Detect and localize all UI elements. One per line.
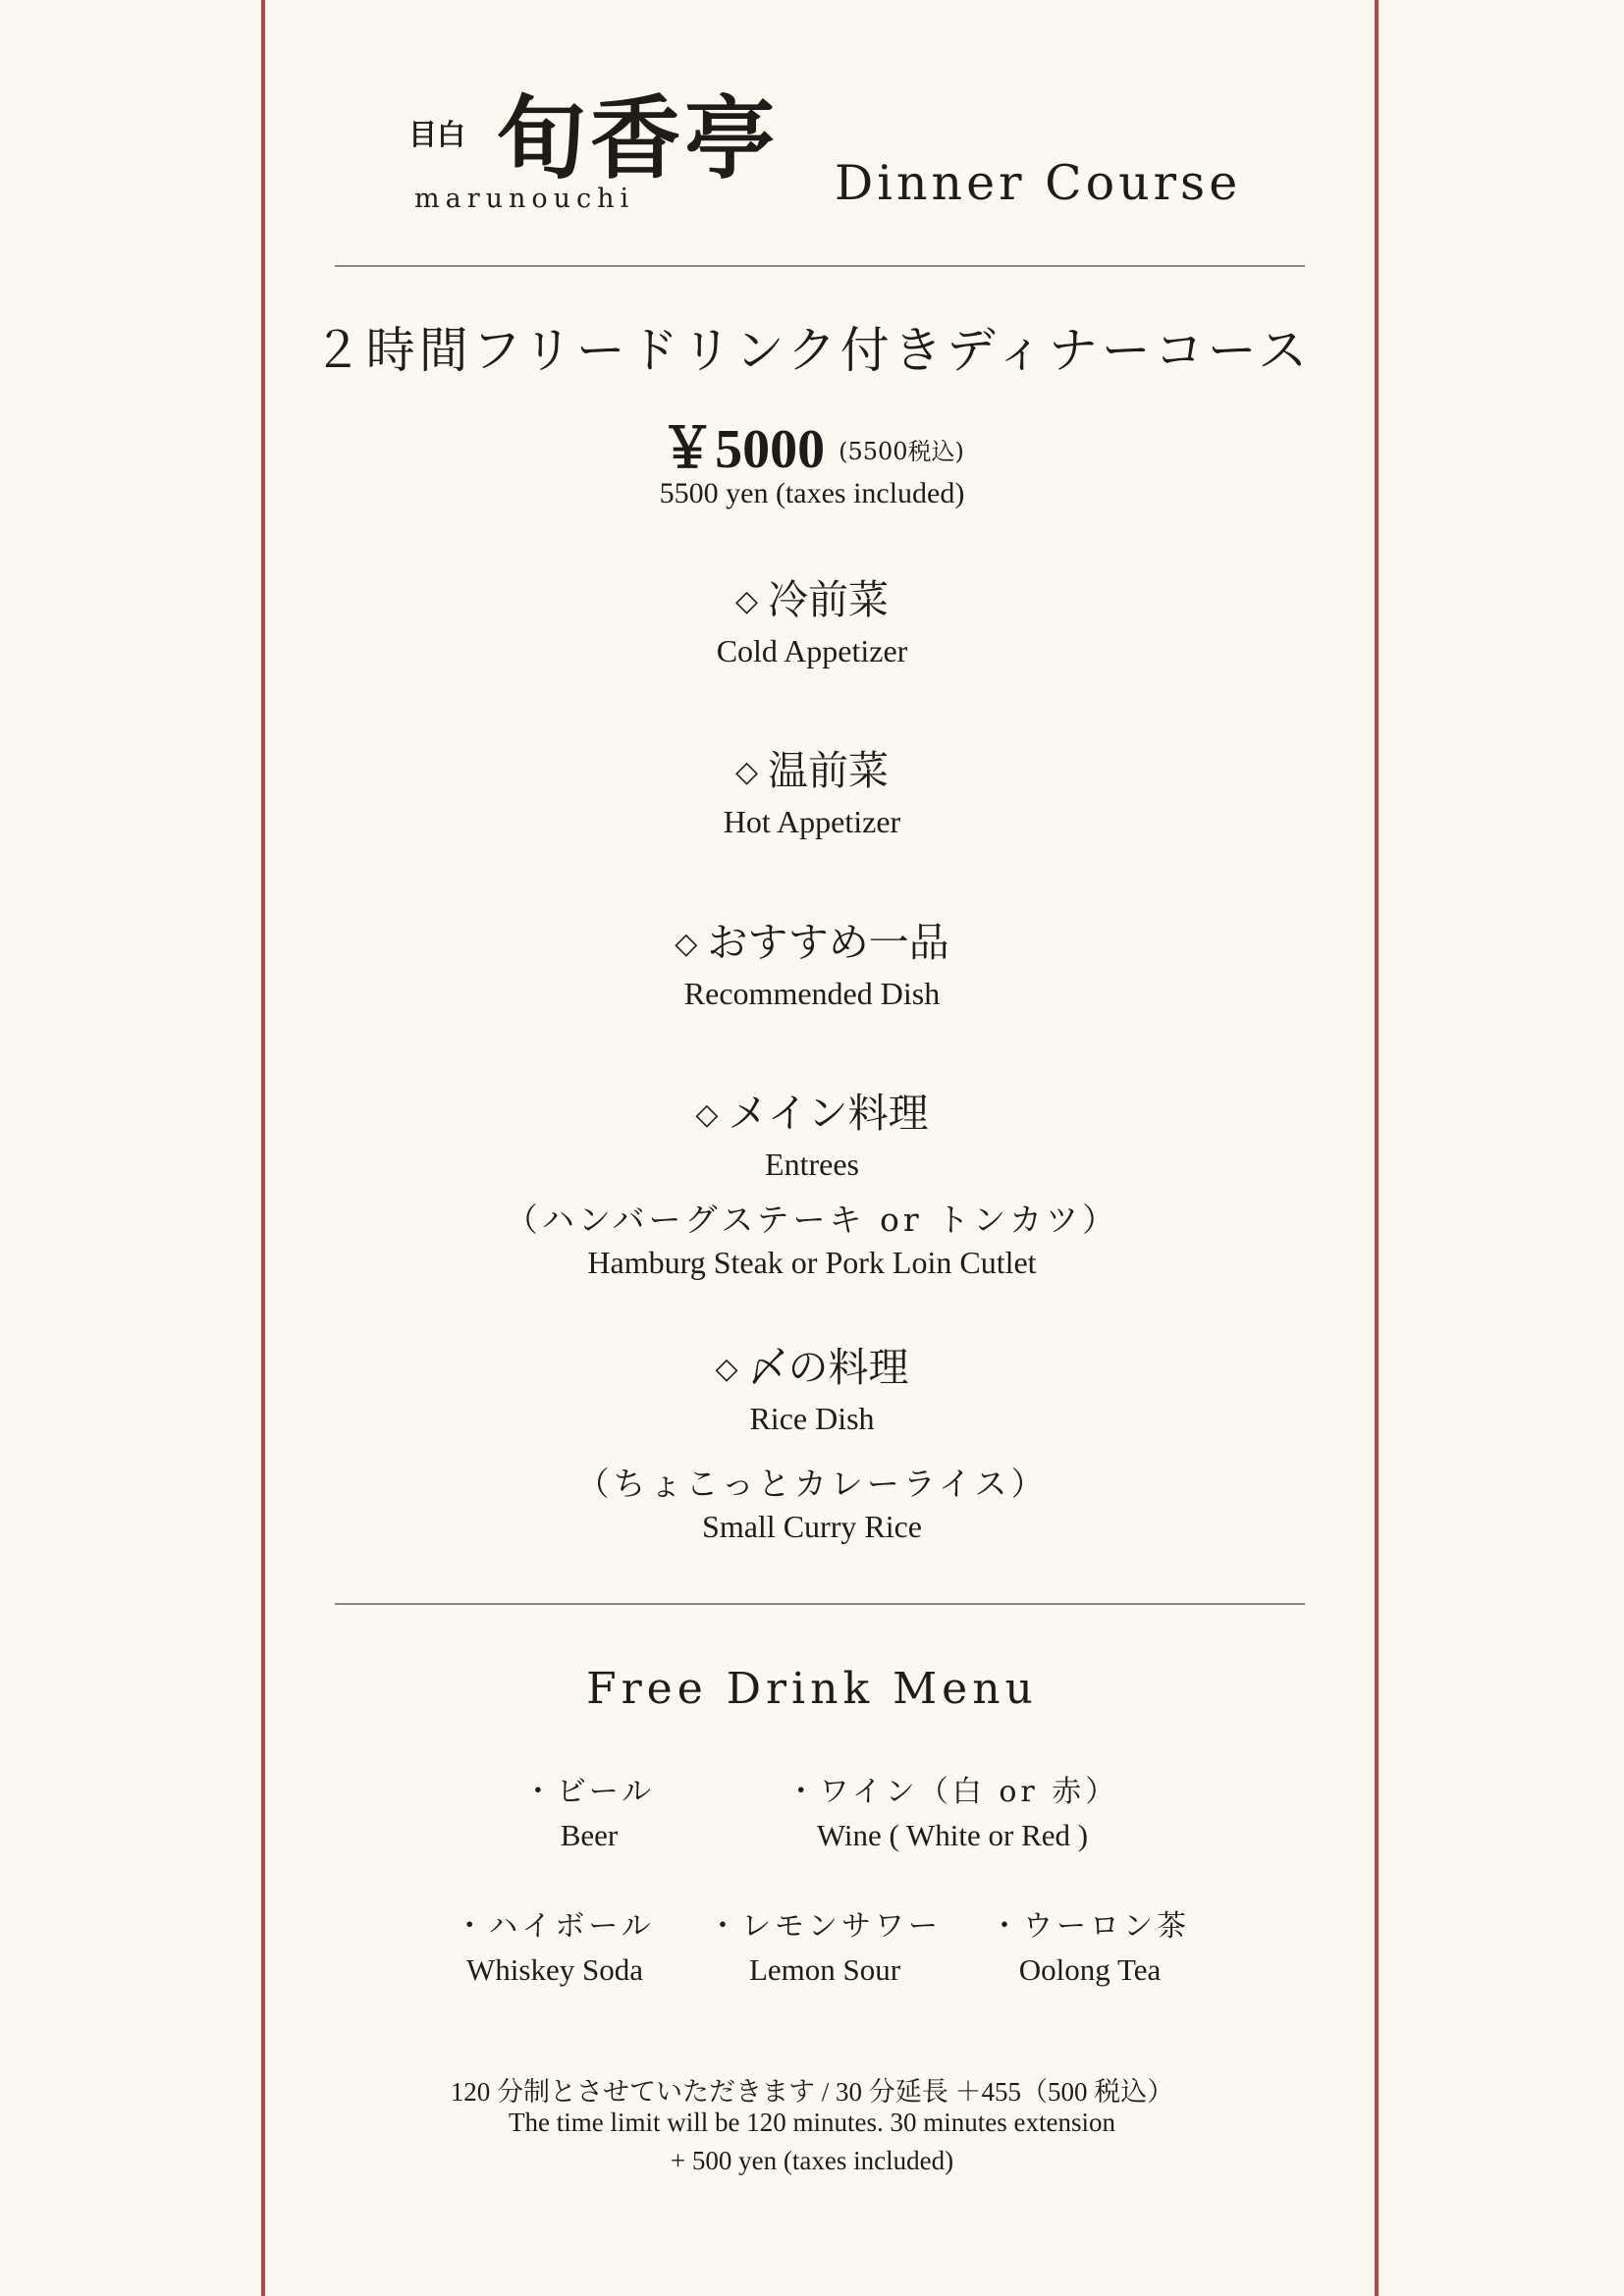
drink-en: Oolong Tea: [1018, 1952, 1162, 1987]
drink-en: Wine ( White or Red ): [816, 1818, 1089, 1852]
menu-item-en: Rice Dish: [749, 1401, 875, 1436]
menu-item-cold-appetizer: [0, 567, 1624, 669]
menu-item-en: Entrees: [765, 1147, 859, 1182]
menu-item-jp: ◇ 〆の料理: [715, 1344, 909, 1391]
menu-item-entrees: [0, 1081, 1624, 1281]
drink-jp: ・ワイン（白 or 赤）: [785, 1775, 1119, 1809]
logo-brand: 旬香亭: [496, 85, 780, 191]
logo-romaji: marunouchi: [414, 184, 635, 214]
drink-menu-title: Free Drink Menu: [586, 1664, 1038, 1714]
menu-item-jp: ◇ 温前菜: [734, 747, 890, 794]
price: ￥5000: [660, 419, 826, 480]
menu-item-en: Hot Appetizer: [723, 804, 901, 839]
menu-item-sub-en: Small Curry Rice: [702, 1509, 922, 1544]
diamond-icon: ◇: [734, 755, 759, 789]
divider-bottom: [335, 1603, 1305, 1605]
menu-item-sub-jp: （ハンバーグステーキ or トンカツ）: [505, 1201, 1119, 1239]
drink-jp: ・レモンサワー: [708, 1909, 942, 1944]
price-english: 5500 yen (taxes included): [659, 477, 965, 509]
course-title: ２時間フリードリンク付きディナーコース: [312, 322, 1312, 379]
drink-item-beer: [471, 1767, 707, 1853]
time-limit-note-jp: 120 分制とさせていただきます / 30 分延長 ＋455（500 税込）: [450, 2077, 1174, 2107]
drink-jp: ・ウーロン茶: [990, 1909, 1190, 1944]
price-row: [0, 405, 1624, 484]
menu-item-jp: ◇ メイン料理: [695, 1090, 929, 1137]
diamond-icon: ◇: [695, 1097, 719, 1132]
menu-item-en: Recommended Dish: [683, 976, 941, 1011]
menu-item-jp: ◇ おすすめ一品: [675, 919, 949, 966]
diamond-icon: ◇: [675, 927, 698, 961]
drink-item-lemon-sour: [687, 1901, 962, 1988]
menu-item-en: Cold Appetizer: [716, 633, 908, 668]
drink-en: Beer: [560, 1818, 619, 1852]
extension-price-note: + 500 yen (taxes included): [670, 2146, 954, 2175]
menu-item-recommended: [0, 910, 1624, 1012]
menu-item-sub-en: Hamburg Steak or Pork Loin Cutlet: [587, 1245, 1037, 1280]
time-limit-note-en: The time limit will be 120 minutes. 30 minutes extension: [509, 2108, 1115, 2137]
menu-item-jp: ◇ 冷前菜: [734, 576, 890, 623]
divider-top: [335, 265, 1305, 267]
price-tax: (5500税込): [839, 438, 964, 465]
menu-item-rice-dish: [0, 1335, 1624, 1545]
drink-jp: ・ビール: [522, 1775, 656, 1809]
drink-item-oolong-tea: [967, 1901, 1213, 1988]
drink-item-wine: [756, 1767, 1149, 1853]
restaurant-logo: [405, 85, 797, 226]
drink-en: Lemon Sour: [748, 1952, 901, 1987]
page-title: Dinner Course: [835, 155, 1242, 211]
drink-item-whiskey-soda: [422, 1901, 687, 1988]
diamond-icon: ◇: [734, 584, 759, 618]
drink-jp: ・ハイボール: [455, 1909, 655, 1944]
menu-item-sub-jp: （ちょこっとカレーライス）: [576, 1465, 1048, 1503]
diamond-icon: ◇: [715, 1352, 738, 1386]
logo-prefix: 目白: [408, 118, 466, 151]
drink-en: Whiskey Soda: [466, 1952, 643, 1987]
menu-item-hot-appetizer: [0, 738, 1624, 840]
